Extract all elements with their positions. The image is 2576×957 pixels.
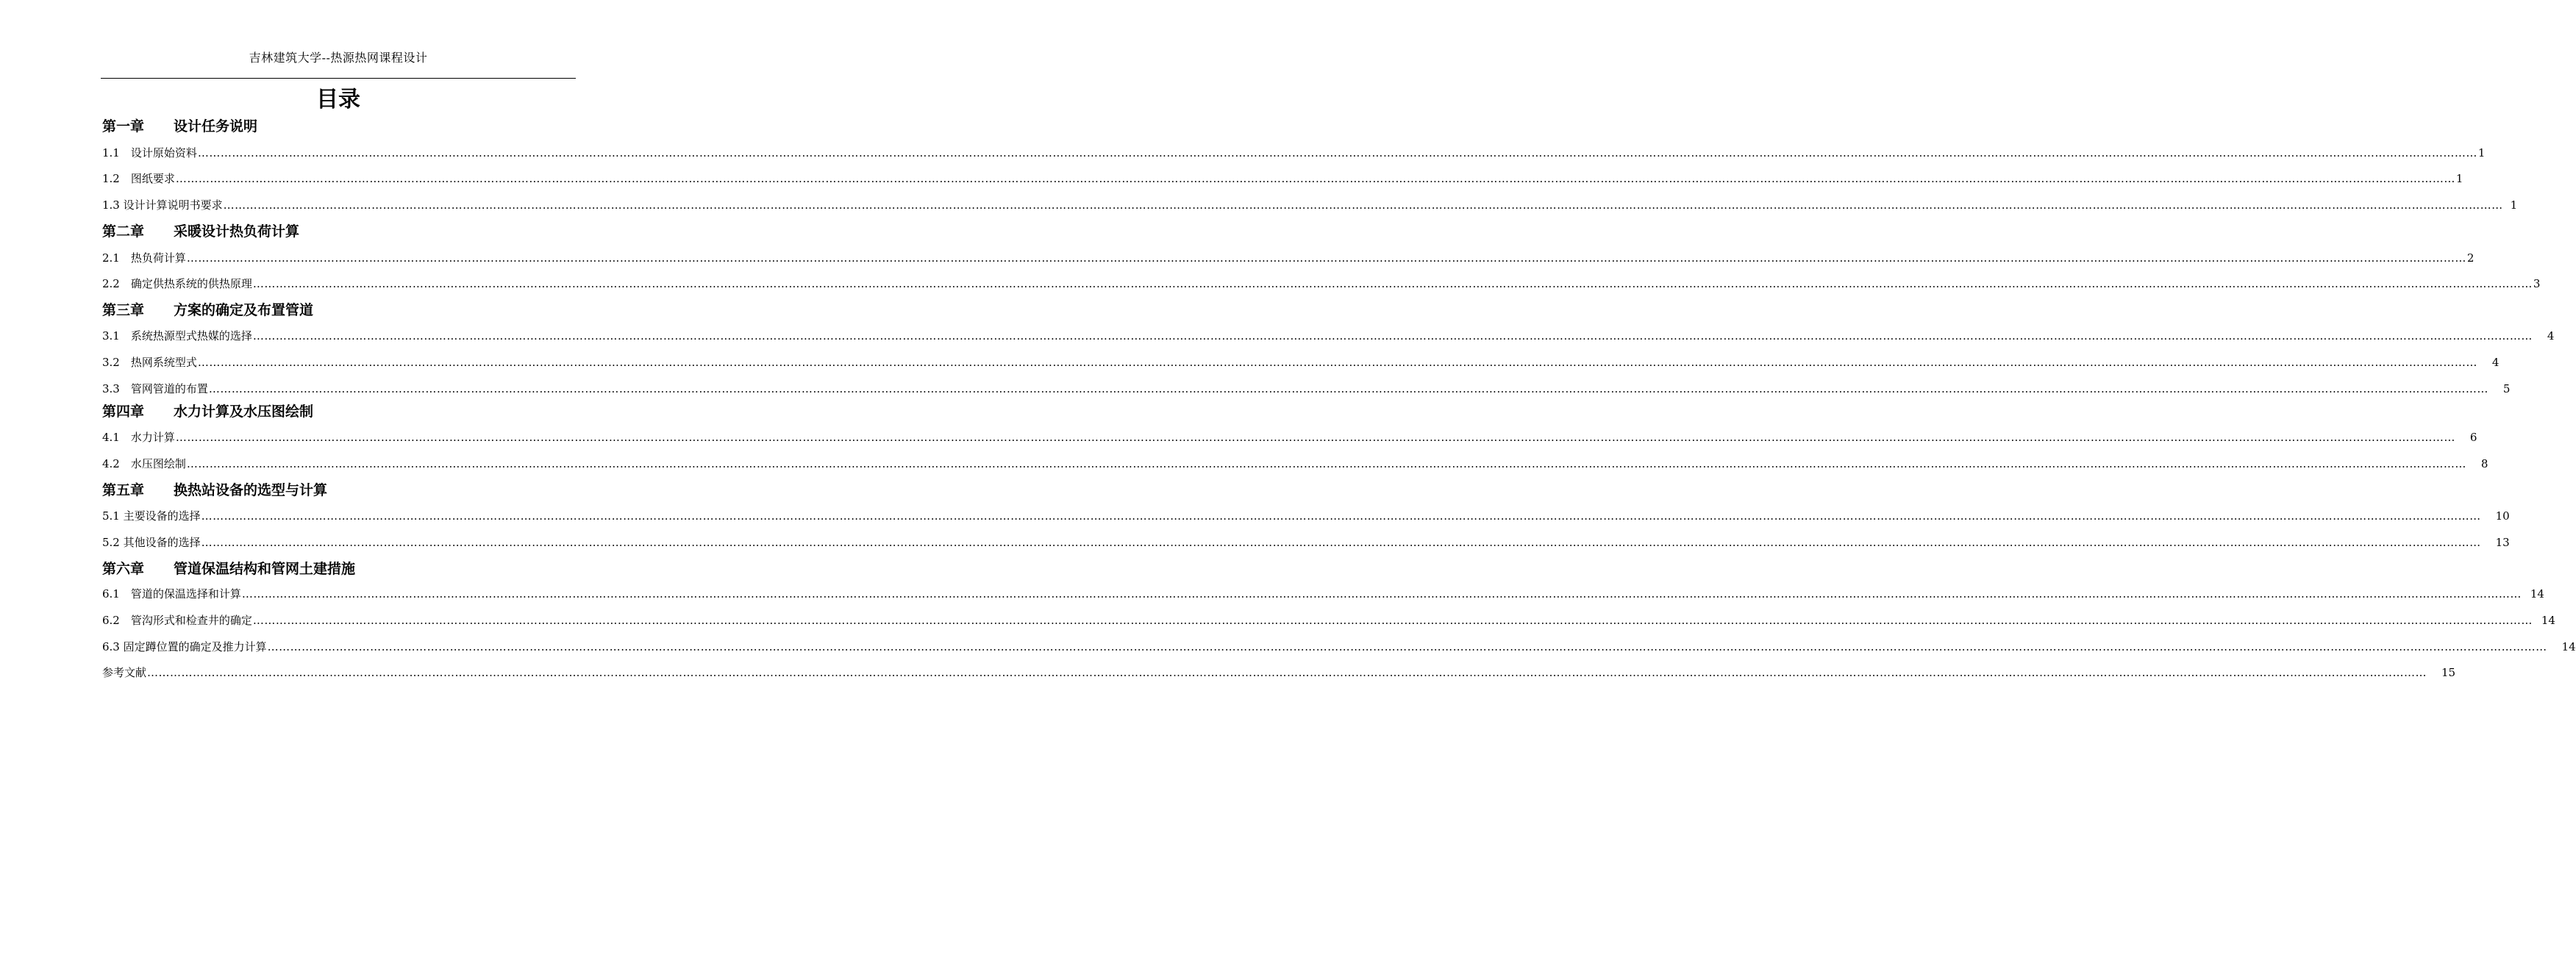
chapter-number: 第六章 [102, 561, 145, 577]
chapter-title: 换热站设备的选型与计算 [174, 482, 328, 498]
header-text: 吉林建筑大学--热源热网课程设计 [249, 51, 428, 65]
chapter-title: 设计任务说明 [174, 118, 258, 135]
toc-entry[interactable] [102, 145, 2486, 161]
entry-page: 8 [2480, 457, 2488, 470]
entry-page: 4 [2547, 329, 2555, 343]
dot-leader: …………………………………………………………………………………………………………………………………………………………………………………………………………………………………………………………………………………………………………………………………………………………………………………………………………………………………………………………………………………………………………………………………………………… [175, 431, 2455, 444]
dot-leader: …………………………………………………………………………………………………………………………………………………………………………………………………………………………………………………………………………………………………………………………………………………………………………………………………………………………………………………………………………………………………………………………………………………… [201, 536, 2481, 549]
entry-label: 参考文献 [102, 666, 147, 679]
toc-entry[interactable] [102, 381, 2511, 397]
entry-page: 5 [2502, 382, 2511, 395]
toc-title: 目录 [316, 87, 360, 112]
entry-label: 5.2 其他设备的选择 [102, 536, 201, 549]
toc-entry[interactable] [102, 276, 2541, 292]
entry-label: 4.1 水力计算 [102, 431, 175, 444]
toc-entry-references[interactable] [102, 664, 2456, 681]
toc-entry[interactable] [102, 250, 2475, 266]
chapter-heading[interactable] [102, 479, 327, 499]
dot-leader: …………………………………………………………………………………………………………………………………………………………………………………………………………………………………………………………………………………………………………………………………………………………………………………………………………………………………………………………………………………………………………………………………………………… [186, 251, 2466, 265]
entry-page: 2 [2466, 251, 2475, 265]
dot-leader: …………………………………………………………………………………………………………………………………………………………………………………………………………………………………………………………………………………………………………………………………………………………………………………………………………………………………………………………………………………………………………………………………………………… [208, 382, 2488, 395]
entry-page: 10 [2495, 509, 2510, 523]
chapter-number: 第四章 [102, 404, 145, 420]
dot-leader: …………………………………………………………………………………………………………………………………………………………………………………………………………………………………………………………………………………………………………………………………………………………………………………………………………………………………………………………………………………………………………………………………………………… [197, 356, 2477, 369]
toc-entry[interactable] [102, 456, 2488, 472]
entry-page: 6 [2469, 431, 2477, 444]
dot-leader: …………………………………………………………………………………………………………………………………………………………………………………………………………………………………………………………………………………………………………………………………………………………………………………………………………………………………………………………………………………………………………………………………………………… [147, 666, 2427, 679]
entry-page: 13 [2495, 536, 2510, 549]
chapter-heading[interactable] [102, 401, 313, 420]
chapter-number: 第五章 [102, 482, 145, 498]
chapter-title: 采暖设计热负荷计算 [174, 223, 300, 240]
dot-leader: …………………………………………………………………………………………………………………………………………………………………………………………………………………………………………………………………………………………………………………………………………………………………………………………………………………………………………………………………………………………………………………………………………………… [175, 172, 2455, 185]
dot-leader: …………………………………………………………………………………………………………………………………………………………………………………………………………………………………………………………………………………………………………………………………………………………………………………………………………………………………………………………………………………………………………………………………………………… [201, 509, 2481, 523]
dot-leader: …………………………………………………………………………………………………………………………………………………………………………………………………………………………………………………………………………………………………………………………………………………………………………………………………………………………………………………………………………………………………………………………………………………… [252, 329, 2533, 343]
entry-page: 14 [2561, 640, 2576, 653]
entry-label: 1.1 设计原始资料 [102, 146, 197, 160]
chapter-title: 水力计算及水压图绘制 [174, 404, 314, 420]
dot-leader: …………………………………………………………………………………………………………………………………………………………………………………………………………………………………………………………………………………………………………………………………………………………………………………………………………………………………………………………………………………………………………………………………………………… [252, 277, 2533, 290]
entry-label: 1.3 设计计算说明书要求 [102, 198, 223, 212]
chapter-title: 管道保温结构和管网土建措施 [174, 561, 356, 577]
chapter-heading[interactable] [102, 115, 257, 135]
toc-entry[interactable] [102, 171, 2463, 187]
entry-label: 1.2 图纸要求 [102, 172, 175, 185]
dot-leader: …………………………………………………………………………………………………………………………………………………………………………………………………………………………………………………………………………………………………………………………………………………………………………………………………………………………………………………………………………………………………………………………………………………… [223, 198, 2503, 212]
dot-leader: …………………………………………………………………………………………………………………………………………………………………………………………………………………………………………………………………………………………………………………………………………………………………………………………………………………………………………………………………………………………………………………………………………………… [186, 457, 2466, 470]
chapter-number: 第一章 [102, 118, 145, 135]
entry-page: 15 [2441, 666, 2456, 679]
entry-label: 6.3 固定蹲位置的确定及推力计算 [102, 640, 267, 653]
toc-entry[interactable] [102, 534, 2510, 551]
dot-leader: …………………………………………………………………………………………………………………………………………………………………………………………………………………………………………………………………………………………………………………………………………………………………………………………………………………………………………………………………………………………………………………………………………………… [252, 614, 2533, 627]
entry-page: 4 [2491, 356, 2500, 369]
dot-leader: …………………………………………………………………………………………………………………………………………………………………………………………………………………………………………………………………………………………………………………………………………………………………………………………………………………………………………………………………………………………………………………………………………………… [197, 146, 2477, 160]
entry-label: 3.1 系统热源型式热媒的选择 [102, 329, 252, 343]
entry-label: 5.1 主要设备的选择 [102, 509, 201, 523]
entry-label: 6.2 管沟形式和检查井的确定 [102, 614, 252, 627]
toc-entry[interactable] [102, 639, 2576, 655]
entry-page: 14 [2541, 614, 2555, 627]
toc-entry[interactable] [102, 328, 2555, 344]
entry-page: 3 [2533, 277, 2541, 290]
chapter-heading[interactable] [102, 221, 299, 240]
entry-label: 2.1 热负荷计算 [102, 251, 186, 265]
header-divider [101, 78, 576, 79]
chapter-number: 第二章 [102, 223, 145, 240]
entry-page: 1 [2477, 146, 2486, 160]
entry-page: 1 [2455, 172, 2463, 185]
toc-entry[interactable] [102, 429, 2477, 445]
entry-label: 4.2 水压图绘制 [102, 457, 186, 470]
chapter-title: 方案的确定及布置管道 [174, 302, 314, 318]
toc-entry[interactable] [102, 612, 2555, 628]
entry-page: 14 [2530, 587, 2544, 601]
entry-label: 2.2 确定供热系统的供热原理 [102, 277, 252, 290]
entry-label: 3.2 热网系统型式 [102, 356, 197, 369]
toc-entry[interactable] [102, 508, 2510, 524]
chapter-number: 第三章 [102, 302, 145, 318]
chapter-heading[interactable] [102, 558, 355, 578]
entry-page: 1 [2510, 198, 2518, 212]
toc-entry[interactable] [102, 354, 2500, 370]
toc-entry[interactable] [102, 586, 2544, 602]
dot-leader: …………………………………………………………………………………………………………………………………………………………………………………………………………………………………………………………………………………………………………………………………………………………………………………………………………………………………………………………………………………………………………………………………………………… [241, 587, 2522, 601]
entry-label: 6.1 管道的保温选择和计算 [102, 587, 241, 601]
chapter-heading[interactable] [102, 299, 313, 319]
toc-entry[interactable] [102, 197, 2518, 213]
entry-label: 3.3 管网管道的布置 [102, 382, 208, 395]
dot-leader: …………………………………………………………………………………………………………………………………………………………………………………………………………………………………………………………………………………………………………………………………………………………………………………………………………………………………………………………………………………………………………………………………………………… [267, 640, 2547, 653]
